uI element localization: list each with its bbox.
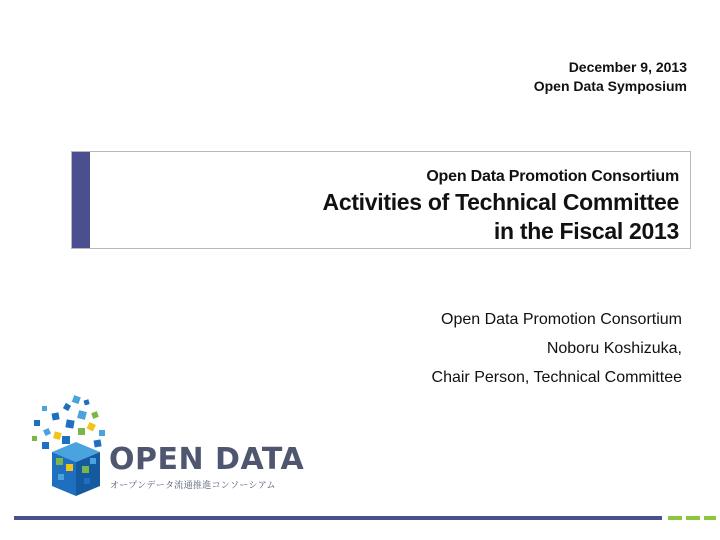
title-accent-bar bbox=[72, 152, 90, 248]
event-name: Open Data Symposium bbox=[533, 78, 687, 94]
author-info bbox=[432, 305, 682, 392]
open-data-logo bbox=[26, 392, 305, 504]
author-organization: Open Data Promotion Consortium bbox=[441, 311, 682, 328]
event-date: December 9, 2013 bbox=[568, 59, 687, 75]
title-line-2: in the Fiscal 2013 bbox=[493, 218, 679, 244]
footer-dash bbox=[686, 516, 700, 520]
footer-dash bbox=[704, 516, 716, 520]
logo-wordmark: OPEN DATA bbox=[109, 442, 305, 477]
cube-mosaic-icon bbox=[26, 392, 116, 504]
author-role: Chair Person, Technical Committee bbox=[431, 369, 682, 386]
title-line-1: Activities of Technical Committee bbox=[322, 189, 679, 215]
author-name: Noboru Koshizuka, bbox=[546, 340, 682, 357]
event-info bbox=[534, 58, 687, 96]
title-box bbox=[71, 151, 691, 249]
logo-subtitle: オープンデータ流通推進コンソーシアム bbox=[110, 481, 276, 491]
footer-dash bbox=[668, 516, 682, 520]
footer-line bbox=[14, 516, 662, 520]
title-text bbox=[323, 166, 679, 246]
title-subtitle: Open Data Promotion Consortium bbox=[426, 168, 679, 185]
